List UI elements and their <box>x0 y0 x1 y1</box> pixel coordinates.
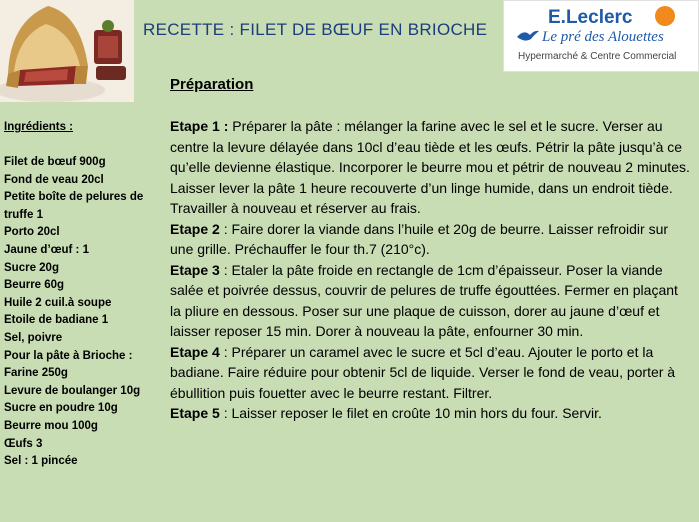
step-label: Etape 4 <box>170 343 220 360</box>
ingredient-item: Filet de bœuf 900g <box>4 156 106 168</box>
step-3 <box>170 260 690 342</box>
step-text: : Faire dorer la viande dans l’huile et 20g de beurre. Laisser refroidir sur une grille. Préchauffer le four th.7 (210°c). <box>170 220 669 257</box>
logo-brand: E.Leclerc <box>548 7 633 28</box>
ingredient-item: Porto 20cl <box>4 226 60 239</box>
step-label: Etape 3 <box>170 261 220 278</box>
ingredient-item: Huile 2 cuil.à soupe <box>4 296 112 309</box>
ingredient-item: Sel, poivre <box>4 331 63 344</box>
ingredient-item: Sucre en poudre 10g <box>4 402 118 415</box>
ingredient-item: Fond de veau 20cl <box>4 173 104 186</box>
step-4 <box>170 342 690 404</box>
ingredient-item: Etoile de badiane 1 <box>4 314 109 327</box>
store-logo <box>503 0 699 72</box>
ingredient-item: Beurre mou 100g <box>4 419 98 432</box>
ingredient-item: Beurre 60g <box>4 279 65 292</box>
step-5 <box>170 403 690 424</box>
step-label: Etape 5 <box>170 405 220 421</box>
ingredient-item: Farine 250g <box>4 367 68 380</box>
page-title: RECETTE : FILET DE BŒUF EN BRIOCHE <box>143 20 488 39</box>
dish-photo <box>0 0 134 102</box>
ingredient-item: Jaune d’œuf : 1 <box>4 243 89 256</box>
preparation-heading: Préparation <box>170 76 254 93</box>
ingredients-list <box>4 154 164 471</box>
preparation-steps <box>170 116 690 424</box>
step-text: : Laisser reposer le filet en croûte 10 min hors du four. Servir. <box>219 405 602 421</box>
ingredient-item: Levure de boulanger 10g <box>4 384 141 397</box>
logo-tagline: Hypermarché & Centre Commercial <box>518 51 677 62</box>
step-text: : Etaler la pâte froide en rectangle de 1cm d’épaisseur. Poser la viande salée et poivrée dessus, couvrir de pelures de truffe égouttées. Fermer en plaçant la pliure en dessous. Poser sur une plaque de cuisson, dorer au jaune d’œuf et laisser reposer 15 min. Dorer à nouveau la pâte, enfourner 30 min. <box>170 261 678 339</box>
ingredient-item: Sucre 20g <box>4 261 59 274</box>
step-label: Etape 1 : <box>170 118 229 134</box>
step-1 <box>170 116 690 219</box>
step-label: Etape 2 <box>170 220 220 237</box>
step-text: Préparer la pâte : mélanger la farine avec le sel et le sucre. Verser au centre la levure délayée dans 10cl d’eau tiède et les œufs. Pétrir la pâte jusqu’à ce qu’elle devienne élastique. Incorporer le beurre mou et pétrir de nouveau 2 minutes. Laisser lever la pâte 1 heure recouverte d’un linge humide, dans un endroit tiède. Travailler à nouveau et réserver au frais. <box>170 118 690 216</box>
ingredient-item: Pour la pâte à Brioche : <box>4 349 133 362</box>
ingredient-item: Sel : 1 pincée <box>4 455 78 468</box>
ingredient-item: Petite boîte de pelures de truffe 1 <box>4 191 144 221</box>
step-text: : Préparer un caramel avec le sucre et 5cl d’eau. Ajouter le porto et la badiane. Faire réduire pour obtenir 5cl de liquide. Verser le fond de veau, porter à ébullition puis fouetter avec le beurre restant. Filtrer. <box>170 343 676 401</box>
ingredients-heading: Ingrédients : <box>4 121 74 133</box>
logo-store-name: Le pré des Alouettes <box>542 29 664 45</box>
leclerc-emblem-icon <box>655 6 675 26</box>
bird-icon <box>516 27 540 45</box>
ingredient-item: Œufs 3 <box>4 437 43 450</box>
step-2 <box>170 219 690 260</box>
